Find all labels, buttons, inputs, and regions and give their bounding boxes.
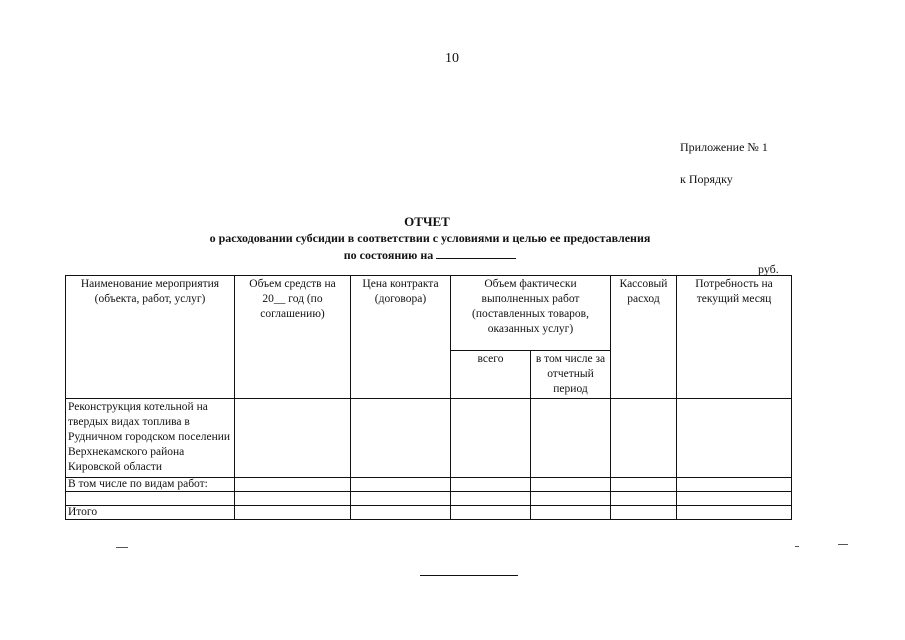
- table-row-project: [66, 399, 792, 478]
- table-row-blank: [66, 492, 792, 506]
- report-title: ОТЧЕТ: [404, 214, 450, 229]
- cell-empty[interactable]: [351, 492, 451, 506]
- header-actual: Объем фактически выполненных работ (поставленных товаров, оказанных услуг): [451, 276, 611, 351]
- cell-empty[interactable]: [235, 492, 351, 506]
- cell-empty[interactable]: [351, 478, 451, 492]
- date-prefix: по состоянию на: [343, 248, 434, 262]
- header-row: [66, 276, 792, 351]
- cell-empty[interactable]: [677, 399, 792, 478]
- cell-empty[interactable]: [351, 506, 451, 520]
- header-price: Цена контракта (договора): [351, 276, 451, 399]
- header-volume: Объем средств на 20__ год (по соглашению): [235, 276, 351, 399]
- cell-empty[interactable]: [451, 506, 531, 520]
- cell-empty[interactable]: [677, 478, 792, 492]
- cell-empty[interactable]: [677, 492, 792, 506]
- table-row-by-work-types: [66, 478, 792, 492]
- report-date-line: [300, 247, 560, 263]
- date-blank-field[interactable]: [436, 247, 516, 259]
- cell-empty[interactable]: [235, 506, 351, 520]
- currency-label: руб.: [758, 262, 779, 276]
- cell-empty[interactable]: [531, 492, 611, 506]
- cell-empty[interactable]: [611, 478, 677, 492]
- table-row-total: [66, 506, 792, 520]
- scan-speck: [795, 546, 799, 547]
- cell-empty[interactable]: [611, 399, 677, 478]
- cell-empty[interactable]: [677, 506, 792, 520]
- cell-empty[interactable]: [235, 399, 351, 478]
- appendix-number: Приложение № 1: [680, 140, 768, 154]
- cell-empty[interactable]: [451, 492, 531, 506]
- cell-empty[interactable]: [611, 492, 677, 506]
- bottom-divider: [420, 575, 518, 576]
- header-name: Наименование мероприятия (объекта, работ, услуг): [66, 276, 235, 399]
- cell-empty[interactable]: [351, 399, 451, 478]
- report-table: [65, 275, 792, 520]
- header-need: Потребность на текущий месяц: [677, 276, 792, 399]
- scan-speck: [116, 547, 128, 548]
- cell-empty[interactable]: [531, 506, 611, 520]
- page-number: 10: [445, 51, 459, 66]
- cell-project-name: Реконструкция котельной на твердых видах топлива в Рудничном городском поселении Верхнекамского района Кировской области: [66, 399, 235, 478]
- cell-empty[interactable]: [451, 399, 531, 478]
- header-cash: Кассовый расход: [611, 276, 677, 399]
- cell-total: Итого: [66, 506, 235, 520]
- cell-by-work-types: В том числе по видам работ:: [66, 478, 235, 492]
- cell-empty[interactable]: [66, 492, 235, 506]
- cell-empty[interactable]: [451, 478, 531, 492]
- header-actual-total: всего: [451, 351, 531, 399]
- scan-speck: [838, 544, 848, 545]
- cell-empty[interactable]: [235, 478, 351, 492]
- appendix-reference: к Порядку: [680, 172, 733, 186]
- cell-empty[interactable]: [531, 478, 611, 492]
- header-actual-period: в том числе за отчетный период: [531, 351, 611, 399]
- cell-empty[interactable]: [531, 399, 611, 478]
- report-subtitle: о расходовании субсидии в соответствии с условиями и целью ее предоставления: [209, 231, 651, 245]
- cell-empty[interactable]: [611, 506, 677, 520]
